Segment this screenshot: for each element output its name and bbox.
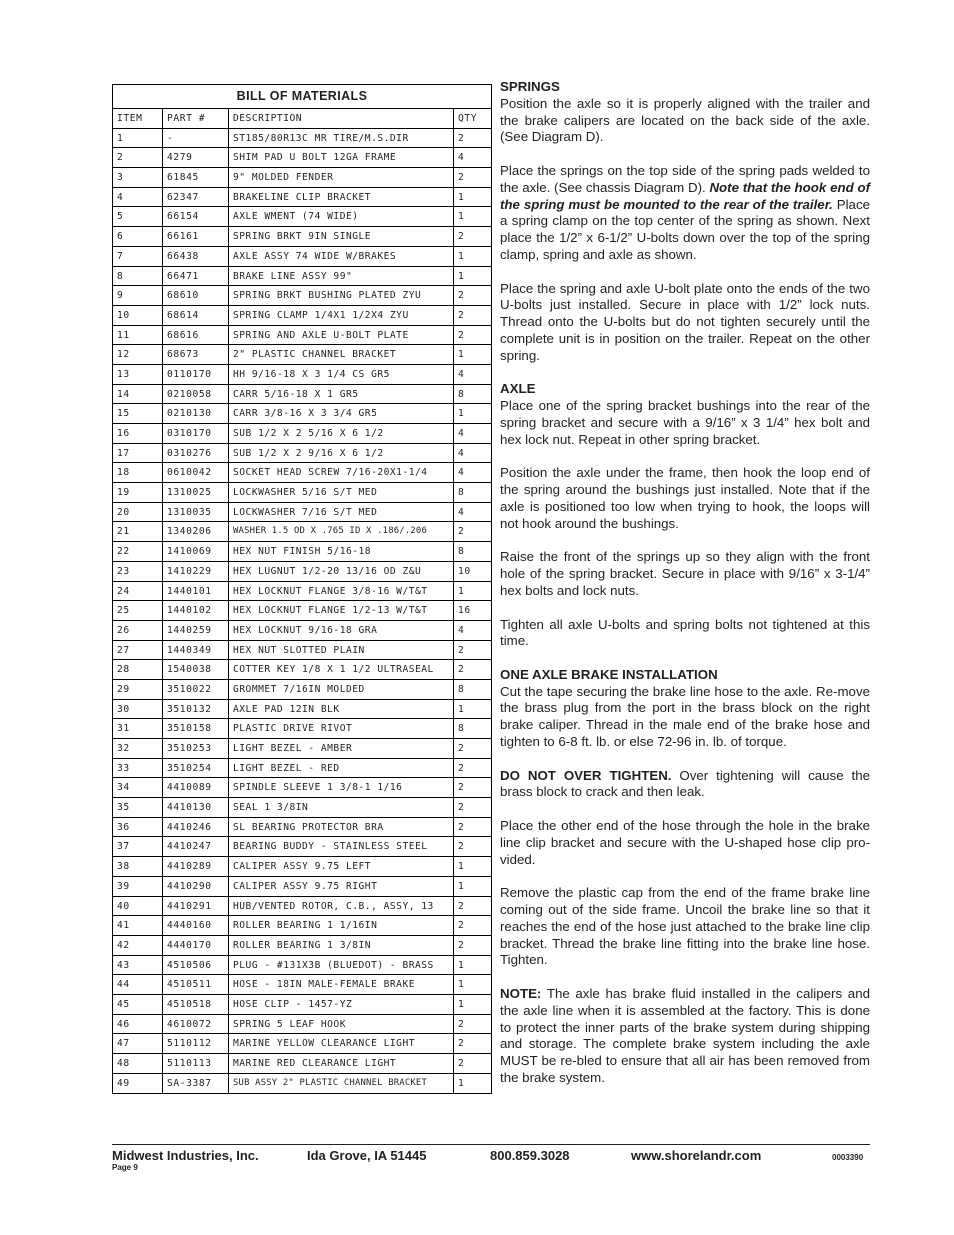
cell-desc: PLUG - #131X3B (BLUEDOT) - BRASS (229, 956, 454, 975)
cell-qty: 4 (458, 624, 465, 636)
cell-qty: 2 (458, 939, 465, 951)
table-row (113, 897, 491, 917)
cell-item: 33 (113, 759, 163, 778)
cell-qty: 2 (458, 231, 465, 243)
cell-qty: 8 (458, 487, 465, 499)
table-row (113, 503, 491, 523)
cell-desc: SL BEARING PROTECTOR BRA (229, 818, 454, 837)
table-row (113, 207, 491, 227)
cell-desc: ROLLER BEARING 1 1/16IN (229, 916, 454, 935)
cell-desc: GROMMET 7/16IN MOLDED (229, 680, 454, 699)
table-row (113, 483, 491, 503)
cell-qty: 2 (458, 841, 465, 853)
axle-paragraph-3: Raise the front of the springs up so they align with the front hole of the spring bracket. Secure in place with 9/16” x 3-1/4” hex bolts and lock nuts. (500, 549, 870, 598)
cell-qty: 2 (458, 290, 465, 302)
table-row (113, 857, 491, 877)
header-qty: QTY (458, 113, 478, 124)
cell-qty: 1 (458, 211, 465, 223)
cell-item: 37 (113, 837, 163, 856)
cell-item: 9 (113, 286, 163, 305)
cell-desc: MARINE YELLOW CLEARANCE LIGHT (229, 1034, 454, 1053)
table-row (113, 1054, 491, 1074)
cell-desc: LIGHT BEZEL - RED (229, 759, 454, 778)
brake-paragraph-1: Cut the tape securing the brake line hose to the axle. Re-move the brass plug from the port in the brass block on the right brake caliper. Thread in the male end of the brake hose and tighten to 6-8 ft. lb. or else 72-96 in. lb. of torque. (500, 683, 870, 750)
table-row (113, 129, 491, 149)
cell-qty: 8 (458, 723, 465, 735)
table-row (113, 267, 491, 287)
cell-item: 27 (113, 641, 163, 660)
table-row (113, 700, 491, 720)
footer-website: www.shorelandr.com (631, 1148, 762, 1163)
cell-part: 1440259 (163, 621, 229, 640)
footer-company: Midwest Industries, Inc. (112, 1148, 259, 1163)
cell-qty: 2 (458, 1038, 465, 1050)
table-row (113, 424, 491, 444)
cell-desc: MARINE RED CLEARANCE LIGHT (229, 1054, 454, 1073)
cell-part: 3510132 (163, 700, 229, 719)
cell-desc: SPRING 5 LEAF HOOK (229, 1015, 454, 1034)
cell-qty: 2 (458, 132, 465, 144)
cell-desc: HEX LOCKNUT FLANGE 3/8-16 W/T&T (229, 582, 454, 601)
cell-desc: HEX NUT SLOTTED PLAIN (229, 641, 454, 660)
cell-part: 0610042 (163, 463, 229, 482)
cell-qty: 1 (458, 270, 465, 282)
footer-city: Ida Grove, IA 51445 (307, 1148, 427, 1163)
cell-desc: SPRING BRKT BUSHING PLATED ZYU (229, 286, 454, 305)
cell-qty: 4 (458, 428, 465, 439)
cell-desc: COTTER KEY 1/8 X 1 1/2 ULTRASEAL (229, 660, 454, 679)
cell-part: 68614 (163, 306, 229, 325)
cell-part: 1440101 (163, 582, 229, 601)
cell-item: 12 (113, 345, 163, 364)
cell-desc: HEX LOCKNUT 9/16-18 GRA (229, 621, 454, 640)
cell-part: 4410130 (163, 798, 229, 817)
cell-desc: LIGHT BEZEL - AMBER (229, 739, 454, 758)
cell-qty: 4 (458, 467, 465, 479)
cell-item: 46 (113, 1015, 163, 1034)
cell-part: 4440170 (163, 936, 229, 955)
cell-part: 4410289 (163, 857, 229, 876)
cell-part: 5110113 (163, 1054, 229, 1073)
cell-item: 35 (113, 798, 163, 817)
cell-item: 15 (113, 404, 163, 423)
axle-paragraph-2: Position the axle under the frame, then hook the loop end of the spring around the bushings just installed. Note that if the axle is positioned too low when trying to hook, the loops will not hook around the bushings. (500, 465, 870, 531)
cell-qty: 2 (458, 329, 465, 341)
cell-desc: PLASTIC DRIVE RIVOT (229, 719, 454, 738)
table-row (113, 168, 491, 188)
cell-part: 4410247 (163, 837, 229, 856)
cell-desc: CARR 5/16-18 X 1 GR5 (229, 385, 454, 404)
cell-qty: 2 (458, 172, 465, 184)
table-row (113, 522, 491, 542)
cell-part: 66471 (163, 267, 229, 286)
footer-doc-code: 0003390 (832, 1153, 864, 1162)
cell-qty: 2 (458, 1058, 465, 1069)
cell-part: 3510022 (163, 680, 229, 699)
springs-p2-c: Place a spring clamp on the top center of the spring as shown. Next place the 1/2” x 6-1/2” U-bolts down over the top of the spring clamp, spring and axle as shown. (500, 196, 870, 262)
table-row (113, 582, 491, 602)
bom-title: BILL OF MATERIALS (113, 85, 491, 109)
cell-part: 61845 (163, 168, 229, 187)
cell-qty: 4 (458, 447, 465, 459)
cell-desc: SPRING BRKT 9IN SINGLE (229, 227, 454, 246)
table-row (113, 759, 491, 779)
cell-qty: 1 (458, 408, 465, 420)
cell-desc: HOSE - 18IN MALE-FEMALE BRAKE (229, 975, 454, 994)
cell-part: 4410290 (163, 877, 229, 896)
cell-part: 62347 (163, 188, 229, 207)
springs-p2-emphasis: Note that the hook end of the spring must be mounted to the rear of the trailer. (500, 179, 870, 212)
brake-warning: DO NOT OVER TIGHTEN. (500, 767, 672, 783)
cell-qty: 2 (458, 920, 465, 932)
cell-part: 68610 (163, 286, 229, 305)
cell-part: 1410229 (163, 562, 229, 581)
cell-desc: SPRING CLAMP 1/4X1 1/2X4 ZYU (229, 306, 454, 325)
note-label: NOTE: (500, 986, 542, 1002)
springs-p2-a: Place the springs on the top side of the spring pads welded to the axle. (See chassis Diagram D). (500, 162, 870, 195)
cell-part: 0210130 (163, 404, 229, 423)
cell-qty: 1 (458, 880, 465, 892)
cell-part: 68616 (163, 326, 229, 345)
cell-qty: 1 (458, 349, 465, 361)
cell-part: 1440349 (163, 641, 229, 660)
table-row (113, 286, 491, 306)
springs-paragraph-3: Place the spring and axle U-bolt plate onto the ends of the two U-bolts just installed. Secure in place with 1/2” lock nuts. Thread onto the U-bolts but do not tighten securely until the complete unit is in position on the trailer. Repeat on the other spring. (500, 280, 870, 363)
table-row (113, 463, 491, 483)
cell-item: 14 (113, 385, 163, 404)
cell-item: 28 (113, 660, 163, 679)
cell-qty: 1 (458, 703, 465, 715)
table-row (113, 956, 491, 976)
cell-desc: HEX NUT FINISH 5/16-18 (229, 542, 454, 561)
cell-qty: 2 (458, 1018, 465, 1030)
cell-qty: 8 (458, 683, 465, 695)
cell-item: 44 (113, 975, 163, 994)
table-row (113, 877, 491, 897)
table-row (113, 306, 491, 326)
header-description: DESCRIPTION (229, 109, 454, 128)
header-part: PART # (163, 109, 229, 128)
cell-part: 4510511 (163, 975, 229, 994)
cell-part: SA-3387 (163, 1074, 229, 1094)
table-row (113, 385, 491, 405)
cell-item: 40 (113, 897, 163, 916)
cell-part: 4410291 (163, 897, 229, 916)
table-row (113, 148, 491, 168)
cell-desc: LOCKWASHER 7/16 S/T MED (229, 503, 454, 522)
cell-item: 43 (113, 956, 163, 975)
cell-part: 0110170 (163, 365, 229, 384)
instructions-column (500, 79, 870, 1104)
brake-paragraph-3: Place the other end of the hose through the hole in the brake line clip bracket and secure with the U-shaped hose clip pro-vided. (500, 818, 870, 867)
cell-part: 3510158 (163, 719, 229, 738)
table-row (113, 365, 491, 385)
cell-item: 34 (113, 778, 163, 797)
cell-item: 19 (113, 483, 163, 502)
note-paragraph (500, 986, 870, 1087)
table-row (113, 1015, 491, 1035)
table-row (113, 345, 491, 365)
cell-item: 4 (113, 188, 163, 207)
cell-qty: 2 (458, 309, 465, 321)
cell-item: 1 (113, 129, 163, 148)
cell-part: 1440102 (163, 601, 229, 620)
cell-desc: HUB/VENTED ROTOR, C.B., ASSY, 13 (229, 897, 454, 916)
table-row (113, 837, 491, 857)
header-item: ITEM (113, 109, 163, 128)
cell-item: 45 (113, 995, 163, 1014)
cell-part: 5110112 (163, 1034, 229, 1053)
cell-desc: SUB ASSY 2" PLASTIC CHANNEL BRACKET (229, 1074, 454, 1094)
brake-paragraph-4: Remove the plastic cap from the end of the frame brake line coming out of the side frame. Uncoil the brake line so that it reaches the end of the hose just attached to the brake line clip bracket. Thread the brake line fitting into the brake line hose. Tighten. (500, 885, 870, 968)
table-row (113, 247, 491, 267)
table-row (113, 1034, 491, 1054)
cell-item: 8 (113, 267, 163, 286)
cell-item: 20 (113, 503, 163, 522)
cell-item: 26 (113, 621, 163, 640)
cell-desc: BEARING BUDDY - STAINLESS STEEL (229, 837, 454, 856)
springs-heading: SPRINGS (500, 79, 560, 94)
cell-part: 4279 (163, 148, 229, 167)
cell-desc: 2" PLASTIC CHANNEL BRACKET (229, 345, 454, 364)
axle-heading: AXLE (500, 381, 536, 397)
table-row (113, 227, 491, 247)
cell-item: 36 (113, 818, 163, 837)
cell-qty: 1 (458, 959, 465, 971)
cell-desc: AXLE ASSY 74 WIDE W/BRAKES (229, 247, 454, 266)
cell-qty: 1 (458, 861, 465, 873)
note-text: The axle has brake fluid installed in the calipers and the axle line when it is assembled at the factory. This is done to protect the inner parts of the brake system during shipping and storage. The complete brake system including the axle MUST be re-bled to ensure that all air has been removed from the brake system. (500, 986, 870, 1086)
cell-item: 5 (113, 207, 163, 226)
cell-qty: 1 (458, 585, 465, 597)
cell-part: - (163, 129, 229, 148)
cell-qty: 2 (458, 644, 465, 656)
footer-page-number: Page 9 (112, 1163, 138, 1172)
table-row (113, 936, 491, 956)
cell-part: 1540038 (163, 660, 229, 679)
cell-part: 66438 (163, 247, 229, 266)
cell-desc: SOCKET HEAD SCREW 7/16-20X1-1/4 (229, 463, 454, 482)
cell-desc: HEX LOCKNUT FLANGE 1/2-13 W/T&T (229, 601, 454, 620)
cell-part: 4510506 (163, 956, 229, 975)
table-row (113, 798, 491, 818)
cell-part: 1310025 (163, 483, 229, 502)
cell-part: 3510253 (163, 739, 229, 758)
cell-qty: 1 (458, 998, 465, 1010)
table-row (113, 404, 491, 424)
axle-paragraph-4: Tighten all axle U-bolts and spring bolts not tightened at this time. (500, 616, 870, 649)
table-row (113, 680, 491, 700)
cell-part: 1310035 (163, 503, 229, 522)
table-row (113, 719, 491, 739)
table-row (113, 995, 491, 1015)
cell-item: 3 (113, 168, 163, 187)
cell-qty: 8 (458, 546, 465, 558)
cell-desc: HEX LUGNUT 1/2-20 13/16 OD Z&U (229, 562, 454, 581)
cell-qty: 10 (458, 565, 471, 577)
cell-desc: SPINDLE SLEEVE 1 3/8-1 1/16 (229, 778, 454, 797)
cell-qty: 1 (458, 979, 465, 991)
cell-item: 24 (113, 582, 163, 601)
cell-part: 68673 (163, 345, 229, 364)
cell-part: 0310170 (163, 424, 229, 443)
cell-item: 31 (113, 719, 163, 738)
cell-item: 30 (113, 700, 163, 719)
cell-desc: HH 9/16-18 X 3 1/4 CS GR5 (229, 365, 454, 384)
cell-item: 22 (113, 542, 163, 561)
cell-qty: 2 (458, 782, 465, 794)
cell-item: 49 (113, 1074, 163, 1094)
cell-desc: SPRING AND AXLE U-BOLT PLATE (229, 326, 454, 345)
cell-qty: 1 (458, 191, 465, 203)
cell-item: 41 (113, 916, 163, 935)
bill-of-materials-table (112, 84, 492, 1094)
cell-qty: 4 (458, 368, 465, 380)
table-row (113, 188, 491, 208)
footer-divider (112, 1144, 870, 1145)
table-row (113, 562, 491, 582)
table-row (113, 542, 491, 562)
table-row (113, 739, 491, 759)
footer-phone: 800.859.3028 (490, 1148, 570, 1163)
brake-paragraph-2 (500, 768, 870, 802)
cell-item: 25 (113, 601, 163, 620)
cell-qty: 16 (458, 605, 471, 617)
cell-desc: ROLLER BEARING 1 3/8IN (229, 936, 454, 955)
cell-part: 1410069 (163, 542, 229, 561)
cell-desc: AXLE PAD 12IN BLK (229, 700, 454, 719)
cell-part: 66161 (163, 227, 229, 246)
cell-desc: SUB 1/2 X 2 5/16 X 6 1/2 (229, 424, 454, 443)
springs-paragraph-2 (500, 163, 870, 264)
cell-desc: BRAKELINE CLIP BRACKET (229, 188, 454, 207)
cell-qty: 2 (458, 526, 465, 538)
table-row (113, 1074, 491, 1094)
cell-qty: 2 (458, 900, 465, 912)
table-row (113, 326, 491, 346)
table-row (113, 641, 491, 661)
cell-desc: WASHER 1.5 OD X .765 ID X .186/.206 (229, 522, 454, 541)
cell-desc: ST185/80R13C MR TIRE/M.S.DIR (229, 129, 454, 148)
cell-qty: 1 (458, 250, 465, 262)
cell-desc: BRAKE LINE ASSY 99" (229, 267, 454, 286)
cell-desc: AXLE WMENT (74 WIDE) (229, 207, 454, 226)
cell-qty: 2 (458, 664, 465, 676)
cell-desc: SUB 1/2 X 2 9/16 X 6 1/2 (229, 444, 454, 463)
cell-desc: 9" MOLDED FENDER (229, 168, 454, 187)
cell-desc: LOCKWASHER 5/16 S/T MED (229, 483, 454, 502)
cell-part: 1340206 (163, 522, 229, 541)
cell-item: 11 (113, 326, 163, 345)
cell-item: 13 (113, 365, 163, 384)
cell-desc: SHIM PAD U BOLT 12GA FRAME (229, 148, 454, 167)
cell-desc: CALIPER ASSY 9.75 RIGHT (229, 877, 454, 896)
cell-part: 3510254 (163, 759, 229, 778)
cell-item: 16 (113, 424, 163, 443)
cell-part: 0310276 (163, 444, 229, 463)
table-row (113, 601, 491, 621)
cell-desc: CALIPER ASSY 9.75 LEFT (229, 857, 454, 876)
cell-desc: CARR 3/8-16 X 3 3/4 GR5 (229, 404, 454, 423)
table-row (113, 778, 491, 798)
table-row (113, 975, 491, 995)
brake-p2-rest: Over tightening will cause the brass block to crack and then leak. (500, 767, 870, 800)
cell-qty: 8 (458, 388, 465, 400)
axle-paragraph-1: Place one of the spring bracket bushings into the rear of the spring bracket and secure with a 9/16” x 3 1/4” hex bolt and hex lock nut. Repeat in other spring bracket. (500, 398, 870, 447)
cell-part: 4440160 (163, 916, 229, 935)
table-row (113, 818, 491, 838)
cell-desc: SEAL 1 3/8IN (229, 798, 454, 817)
springs-paragraph-1: Position the axle so it is properly aligned with the trailer and the brake calipers are located on the back side of the axle. (See Diagram D). (500, 95, 870, 145)
cell-part: 4510518 (163, 995, 229, 1014)
cell-part: 4410246 (163, 818, 229, 837)
table-row (113, 621, 491, 641)
cell-qty: 1 (458, 1077, 465, 1089)
cell-qty: 2 (458, 743, 465, 754)
bom-header-row (113, 109, 491, 129)
cell-item: 6 (113, 227, 163, 246)
cell-part: 0210058 (163, 385, 229, 404)
cell-qty: 2 (458, 821, 465, 833)
cell-item: 32 (113, 739, 163, 758)
cell-qty: 2 (458, 762, 465, 774)
cell-qty: 4 (458, 152, 465, 164)
cell-item: 39 (113, 877, 163, 896)
cell-item: 18 (113, 463, 163, 482)
cell-item: 23 (113, 562, 163, 581)
cell-item: 2 (113, 148, 163, 167)
table-row (113, 660, 491, 680)
table-row (113, 444, 491, 464)
cell-item: 42 (113, 936, 163, 955)
cell-item: 17 (113, 444, 163, 463)
cell-qty: 2 (458, 802, 465, 814)
bom-body (113, 129, 491, 1094)
cell-desc: HOSE CLIP - 1457-YZ (229, 995, 454, 1014)
cell-part: 4610072 (163, 1015, 229, 1034)
cell-qty: 4 (458, 506, 465, 518)
cell-item: 29 (113, 680, 163, 699)
cell-item: 38 (113, 857, 163, 876)
brake-heading: ONE AXLE BRAKE INSTALLATION (500, 666, 718, 682)
cell-item: 47 (113, 1034, 163, 1053)
cell-item: 7 (113, 247, 163, 266)
cell-part: 4410089 (163, 778, 229, 797)
cell-item: 21 (113, 522, 163, 541)
cell-item: 48 (113, 1054, 163, 1073)
cell-part: 66154 (163, 207, 229, 226)
cell-item: 10 (113, 306, 163, 325)
table-row (113, 916, 491, 936)
